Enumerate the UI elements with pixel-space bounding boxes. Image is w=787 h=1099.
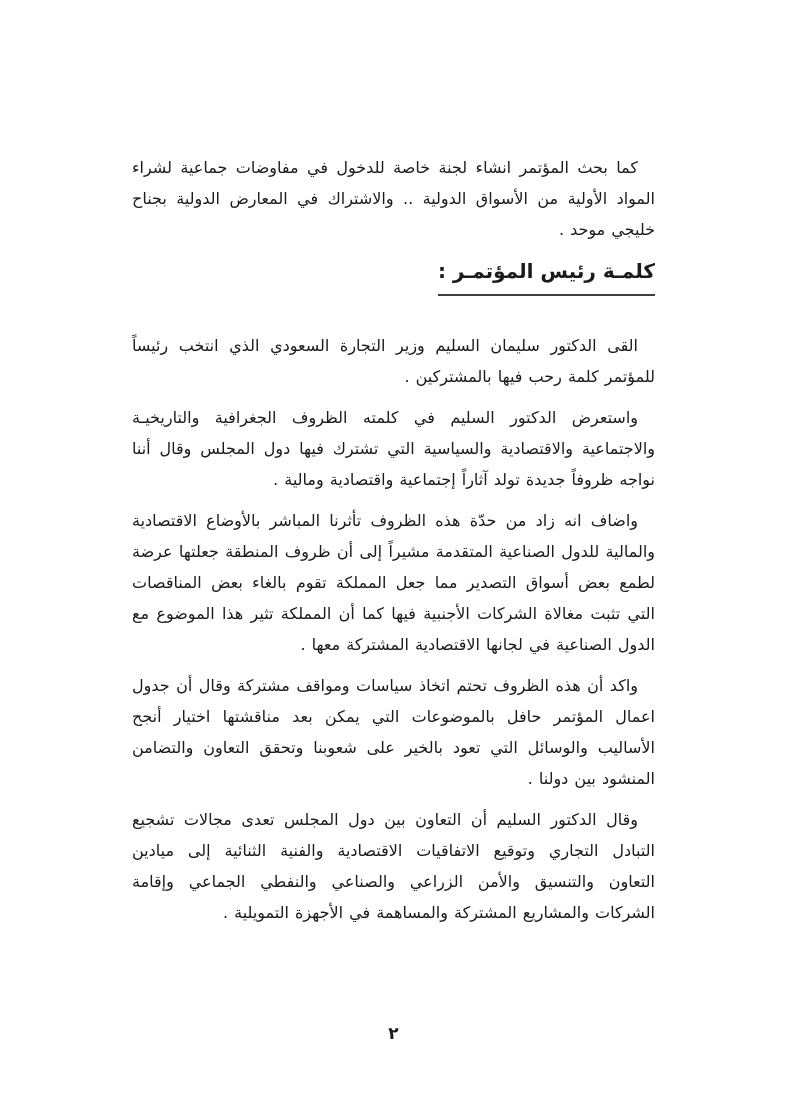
section-heading-text: كلمـة رئيس المؤتمـر : (438, 258, 655, 296)
text-line: التبادل التجاري وتوقيع الاتفاقيات الاقتصادية والفنية الثنائية إلى ميادين (132, 841, 655, 860)
text-line: اعمال المؤتمر حافل بالموضوعات التي يمكن بعد مناقشتها اختيار أنجح (132, 707, 655, 726)
text-line: الشركات والمشاريع المشتركة والمساهمة في الأجهزة التمويلية . (222, 903, 655, 922)
text-line: نواجه ظروفاً جديدة تولد آثاراً إجتماعية واقتصادية ومالية . (273, 470, 655, 489)
page-number: ٢ (388, 1024, 399, 1044)
text-line: للمؤتمر كلمة رحب فيها بالمشتركين . (404, 367, 655, 386)
body-paragraph (132, 670, 655, 794)
text-line: المواد الأولية من الأسواق الدولية .. والاشتراك في المعارض الدولية بجناح (132, 189, 655, 208)
text-line: واستعرض الدكتور السليم في كلمته الظروف الجغرافية والتاريخيـة (132, 408, 638, 427)
text-line: الأساليب والوسائل التي تعود بالخير على شعوبنا وتحقق التعاون والتضامن (132, 738, 655, 757)
body-paragraph (132, 804, 655, 928)
text-line: المنشود بين دولنا . (527, 769, 655, 788)
text-line: وقال الدكتور السليم أن التعاون بين دول المجلس تعدى مجالات تشجيع (132, 810, 638, 829)
text-line: كما بحث المؤتمر انشاء لجنة خاصة للدخول في مفاوضات جماعية لشراء (132, 158, 638, 177)
text-block (132, 152, 655, 938)
text-line: خليجي موحد . (558, 220, 655, 239)
text-line: التعاون والتنسيق والأمن الزراعي والصناعي والنفطي الجماعي وإقامة (132, 872, 655, 891)
text-line: والاجتماعية والاقتصادية والسياسية التي تشترك فيها دول المجلس وقال أننا (132, 439, 655, 458)
text-line: لطمع بعض أسواق التصدير مما جعل المملكة تقوم بالغاء بعض المناقصات (132, 573, 655, 592)
body-paragraph (132, 402, 655, 495)
body-paragraph (132, 330, 655, 392)
section-heading (132, 258, 655, 296)
text-line: التي تثبت مغالاة الشركات الأجنبية فيها كما أن المملكة تثير هذا الموضوع مع (132, 604, 655, 623)
text-line: واضاف انه زاد من حدّة هذه الظروف تأثرنا المباشر بالأوضاع الاقتصادية (132, 511, 638, 530)
text-line: الدول الصناعية في لجانها الاقتصادية المشتركة معها . (300, 635, 655, 654)
text-line: واكد أن هذه الظروف تحتم اتخاذ سياسات ومواقف مشتركة وقال أن جدول (132, 676, 638, 695)
intro-paragraph (132, 152, 655, 245)
text-line: القى الدكتور سليمان السليم وزير التجارة السعودي الذي انتخب رئيساً (132, 336, 638, 355)
body-paragraph (132, 505, 655, 660)
text-line: والمالية للدول الصناعية المتقدمة مشيراً إلى أن ظروف المنطقة جعلتها عرضة (132, 542, 655, 561)
